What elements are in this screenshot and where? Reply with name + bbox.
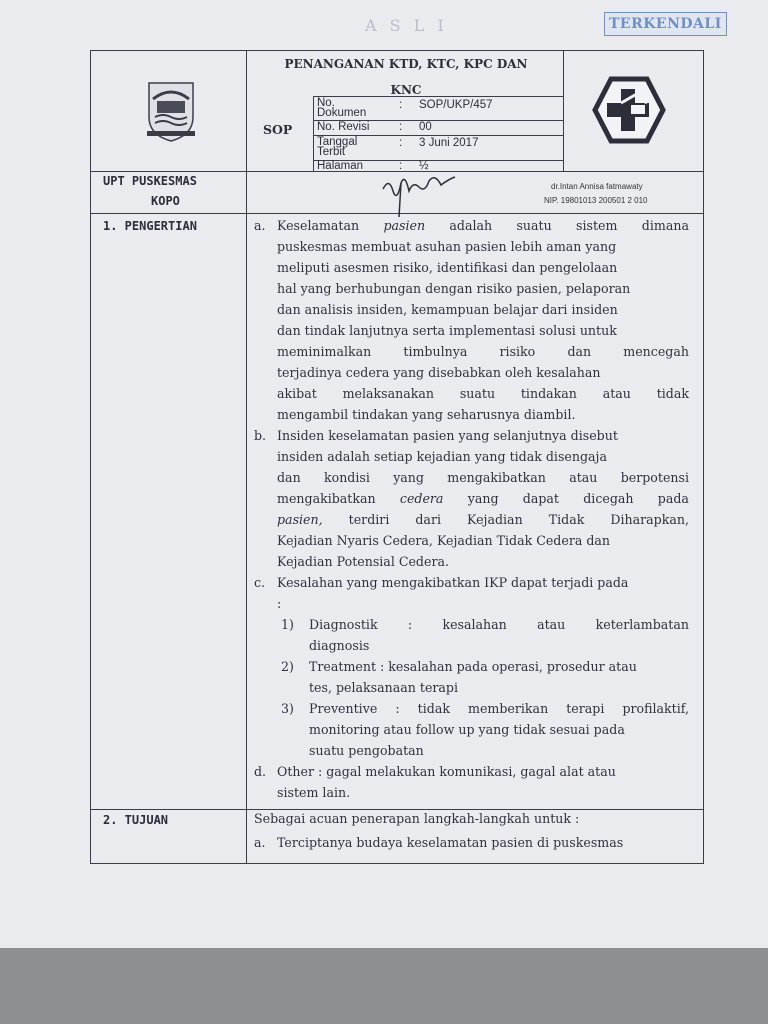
word: keterlambatan: [595, 617, 689, 632]
signer-name: dr.Intan Annisa fatmawaty: [551, 182, 643, 191]
colon: :: [399, 99, 403, 111]
word: Other : gagal melakukan komunikasi, gagal alat atau: [277, 764, 616, 779]
word: akibat: [277, 386, 317, 401]
pengertian-b-line: [277, 470, 689, 485]
no-revisi-label: No. Revisi: [317, 121, 370, 133]
word: yang: [393, 470, 424, 485]
word: dan analisis insiden, kemampuan belajar dari insiden: [277, 302, 618, 317]
word: risiko: [499, 344, 536, 359]
faint-header-text: A S L I: [365, 16, 448, 35]
word: Preventive: [309, 701, 378, 716]
word: suatu: [459, 386, 496, 401]
org-name-line1: UPT PUSKESMAS: [103, 174, 197, 188]
word: dan: [277, 470, 301, 485]
word: terapi: [566, 701, 605, 716]
pengertian-a-line: [277, 239, 616, 254]
c-item-number: 1): [281, 617, 294, 632]
pengertian-b-line: [277, 491, 689, 506]
pengertian-a-line: [277, 365, 601, 380]
org-name-line2: KOPO: [151, 194, 180, 208]
section-pengertian-label: 1. PENGERTIAN: [103, 219, 197, 233]
word: adalah: [449, 218, 493, 233]
word: Tidak: [548, 512, 585, 527]
word: suatu pengobatan: [309, 743, 424, 758]
no-revisi-value: 00: [419, 121, 432, 133]
word: Keselamatan: [277, 218, 360, 233]
signer-nip: NIP. 19801013 200501 2 010: [544, 196, 648, 205]
word: terjadinya cedera yang disebabkan oleh kesalahan: [277, 365, 601, 380]
word: tidak: [417, 701, 450, 716]
word: pasien,: [277, 512, 323, 527]
word: Diharapkan,: [610, 512, 689, 527]
word: mengakibatkan: [447, 470, 546, 485]
word: yang: [467, 491, 499, 506]
word: mengakibatkan: [277, 491, 376, 506]
pengertian-a-line: [277, 302, 618, 317]
tujuan-a-marker: a.: [254, 835, 266, 850]
word: atau: [602, 386, 631, 401]
word: insiden adalah setiap kejadian yang tidak disengaja: [277, 449, 607, 464]
colon: :: [399, 137, 403, 149]
sop-label: SOP: [263, 122, 293, 137]
terkendali-stamp: TERKENDALI: [604, 12, 727, 36]
word: :: [395, 701, 400, 716]
word: terdiri: [348, 512, 390, 527]
no-dokumen-value: SOP/UKP/457: [419, 99, 493, 111]
pengertian-b-line: [277, 449, 607, 464]
word: mencegah: [623, 344, 689, 359]
word: tindakan: [520, 386, 577, 401]
word: dari: [415, 512, 441, 527]
pengertian-a-marker: a.: [254, 218, 266, 233]
tanggal-terbit-value: 3 Juni 2017: [419, 137, 479, 149]
word: tes, pelaksanaan terapi: [309, 680, 459, 695]
c-item-line: [309, 701, 689, 716]
word: pasien: [383, 218, 426, 233]
pengertian-a-line: [277, 386, 689, 401]
word: berpotensi: [620, 470, 689, 485]
pengertian-c-marker: c.: [254, 575, 266, 590]
word: tidak: [656, 386, 689, 401]
word: Treatment : kesalahan pada operasi, prosedur atau: [309, 659, 637, 674]
word: hal yang berhubungan dengan risiko pasien, pelaporan: [277, 281, 631, 296]
word: mengambil tindakan yang seharusnya diambil.: [277, 407, 576, 422]
word: sistem lain.: [277, 785, 351, 800]
pengertian-a-line: [277, 260, 617, 275]
colon: :: [399, 121, 403, 133]
c-item-number: 3): [281, 701, 294, 716]
pengertian-a-line: [277, 323, 617, 338]
c-item-line: [309, 638, 369, 653]
halaman-label: Halaman: [317, 160, 364, 172]
c-item-number: 2): [281, 659, 294, 674]
pengertian-a-line: [277, 407, 576, 422]
c-item-line: [309, 680, 458, 695]
word: Diagnostik: [309, 617, 378, 632]
word: monitoring atau follow up yang tidak sesuai pada: [309, 722, 625, 737]
pengertian-a-line: [277, 281, 630, 296]
document-title: PENANGANAN KTD, KTC, KPC DAN KNC: [284, 57, 528, 97]
pengertian-b-line: [277, 533, 610, 548]
word: cedera: [399, 491, 444, 506]
word: kesalahan: [442, 617, 507, 632]
pengertian-b-line: [277, 512, 689, 527]
word: timbulnya: [403, 344, 468, 359]
c-item-line: [309, 743, 424, 758]
c-item-line: [309, 659, 637, 674]
word: sistem: [576, 218, 618, 233]
word: dicegah: [583, 491, 634, 506]
word: dimana: [641, 218, 689, 233]
word: pada: [657, 491, 689, 506]
pengertian-d-line: [277, 764, 616, 779]
word: :: [277, 596, 282, 611]
word: Insiden keselamatan pasien yang selanjutnya disebut: [277, 428, 618, 443]
word: melaksanakan: [342, 386, 435, 401]
pengertian-a-line: [277, 344, 689, 359]
pengertian-d-marker: d.: [254, 764, 267, 779]
word: puskesmas membuat asuhan pasien lebih aman yang: [277, 239, 617, 254]
word: atau: [569, 470, 598, 485]
word: memberikan: [468, 701, 549, 716]
word: Kesalahan yang mengakibatkan IKP dapat terjadi pada: [277, 575, 629, 590]
halaman-value: ½: [419, 160, 429, 172]
city-logo: [143, 77, 199, 145]
signature: [379, 169, 459, 219]
tujuan-a-text: Terciptanya budaya keselamatan pasien di puskesmas: [277, 835, 624, 850]
word: kondisi: [323, 470, 370, 485]
word: dan tindak lanjutnya serta implementasi solusi untuk: [277, 323, 617, 338]
pengertian-d-line: [277, 785, 350, 800]
pengertian-b-line: [277, 554, 449, 569]
no-dokumen-label: No. Dokumen: [317, 97, 367, 119]
word: meminimalkan: [277, 344, 372, 359]
section-tujuan-label: 2. TUJUAN: [103, 813, 169, 827]
word: meliputi asesmen risiko, identifikasi dan pengelolaan: [277, 260, 618, 275]
word: :: [407, 617, 413, 632]
tujuan-intro: Sebagai acuan penerapan langkah-langkah untuk :: [254, 811, 580, 826]
tanggal-terbit-label: Tanggal Terbit: [317, 136, 358, 158]
word: dapat: [522, 491, 559, 506]
c-item-line: [309, 722, 625, 737]
word: suatu: [516, 218, 552, 233]
colon: :: [399, 160, 403, 172]
word: Kejadian: [467, 512, 523, 527]
sop-document: [90, 50, 704, 864]
scan-background: [0, 948, 768, 1024]
word: dan: [567, 344, 592, 359]
c-item-line: [309, 617, 689, 632]
word: Kejadian Nyaris Cedera, Kejadian Tidak Cedera dan: [277, 533, 611, 548]
word: diagnosis: [309, 638, 370, 653]
pengertian-c-line: [277, 575, 628, 590]
word: Kejadian Potensial Cedera.: [277, 554, 449, 569]
pengertian-b-marker: b.: [254, 428, 267, 443]
pengertian-b-line: [277, 428, 618, 443]
word: profilaktif,: [622, 701, 689, 716]
pengertian-c-line: [277, 596, 281, 611]
word: atau: [537, 617, 566, 632]
pengertian-a-line: [277, 218, 689, 233]
puskesmas-logo: [591, 75, 667, 145]
